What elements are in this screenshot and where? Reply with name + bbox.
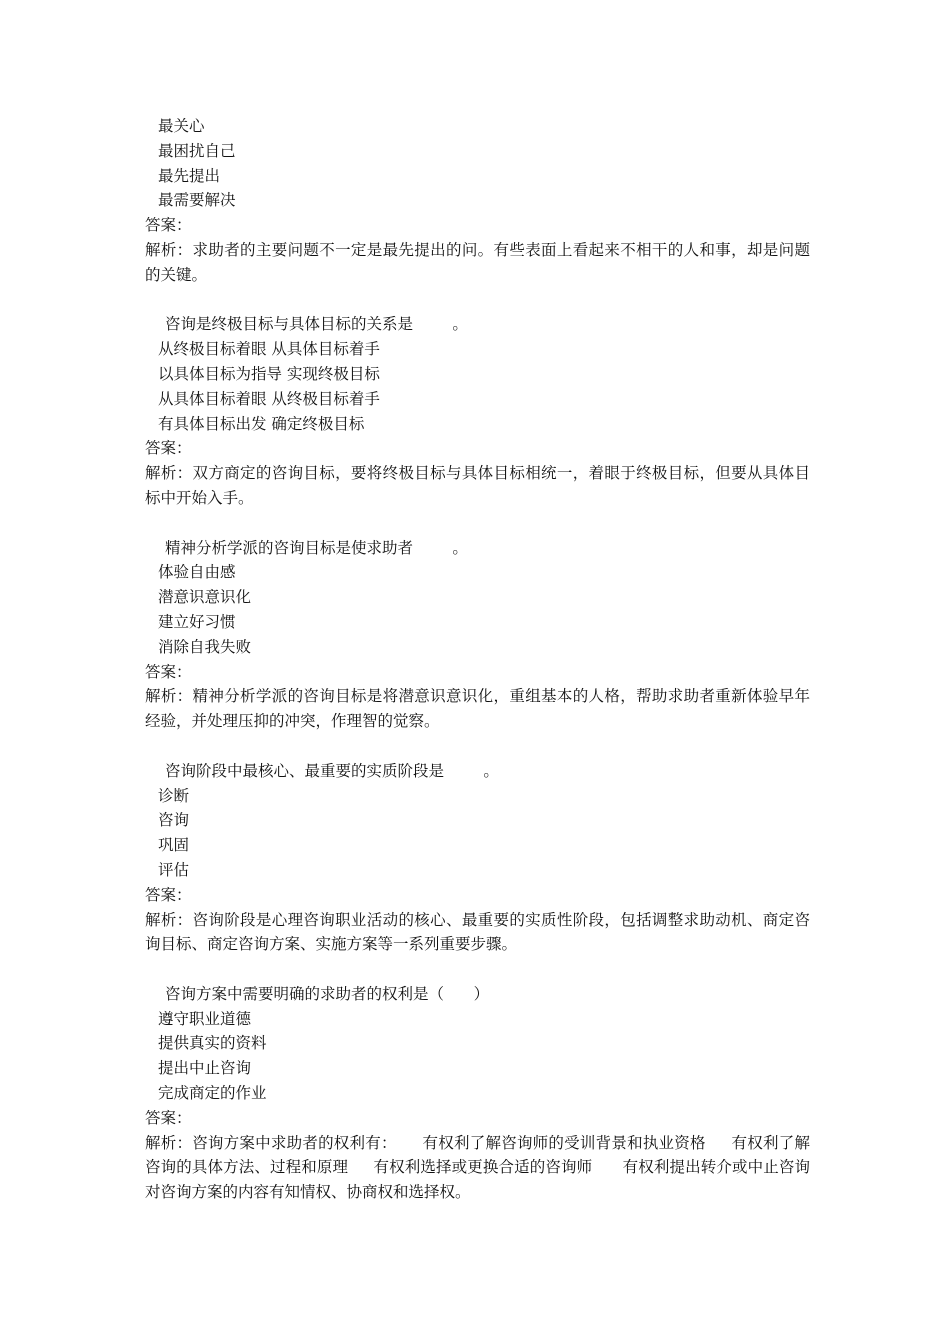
question-stem: 精神分析学派的咨询目标是使求助者 。 [165,538,468,557]
option: 诊断 [158,786,190,805]
question-block [145,982,835,1205]
option: 评估 [158,860,190,879]
spacer [145,511,810,536]
option: 咨询 [158,811,190,830]
option: 提供真实的资料 [158,1034,267,1053]
answer-label: 答案： [145,1108,192,1127]
option: 最关心 [158,117,205,135]
answer-label: 答案： [145,885,192,904]
analysis-text: 解析：双方商定的咨询目标，要将终极目标与具体目标相统一，着眼于终极目标，但要从具体目标中开始入手。 [145,464,810,507]
question-block [145,114,810,288]
spacer [145,734,810,759]
option: 消除自我失败 [158,637,252,656]
option: 以具体目标为指导 实现终极目标 [158,364,380,383]
option: 最困扰自己 [158,141,236,160]
option: 遵守职业道德 [158,1009,252,1028]
option: 从具体目标着眼 从终极目标着手 [158,389,380,408]
option: 最先提出 [158,166,221,185]
question-block [145,536,810,734]
option: 巩固 [158,836,190,855]
analysis-text: 解析：咨询方案中求助者的权利有： 有权利了解咨询师的受训背景和执业资格 有权利了解咨询的具体方法、过程和原理 有权利选择或更换合适的咨询师 有权利提出转介或中止咨询 对咨询方案的内容有知情权、协商权和选择权。 [145,1133,835,1202]
answer-label: 答案： [145,216,192,235]
option: 最需要解决 [158,191,236,210]
spacer [145,288,810,313]
option: 从终极目标着眼 从具体目标着手 [158,340,380,359]
analysis-text: 解析：精神分析学派的咨询目标是将潜意识意识化，重组基本的人格，帮助求助者重新体验早年经验，并处理压抑的冲突，作理智的觉察。 [145,687,810,731]
option: 有具体目标出发 确定终极目标 [158,414,365,433]
question-stem: 咨询方案中需要明确的求助者的权利是（ ） [165,984,490,1003]
question-block [145,312,810,510]
option: 完成商定的作业 [158,1084,267,1103]
question-block [145,759,810,957]
spacer [145,957,810,982]
answer-label: 答案： [145,439,192,458]
option: 建立好习惯 [158,612,236,631]
analysis-text: 解析：咨询阶段是心理咨询职业活动的核心、最重要的实质性阶段，包括调整求助动机、商定咨询目标、商定咨询方案、实施方案等一系列重要步骤。 [145,910,810,954]
answer-label: 答案： [145,662,192,681]
option: 体验自由感 [158,563,236,582]
question-stem: 咨询是终极目标与具体目标的关系是 。 [165,315,468,334]
question-stem: 咨询阶段中最核心、最重要的实质阶段是 。 [165,761,499,780]
document-page [145,114,835,1205]
option: 提出中止咨询 [158,1059,252,1078]
analysis-text: 解析：求助者的主要问题不一定是最先提出的问。有些表面上看起来不相干的人和事，却是问题的关键。 [145,240,810,284]
option: 潜意识意识化 [158,588,252,607]
